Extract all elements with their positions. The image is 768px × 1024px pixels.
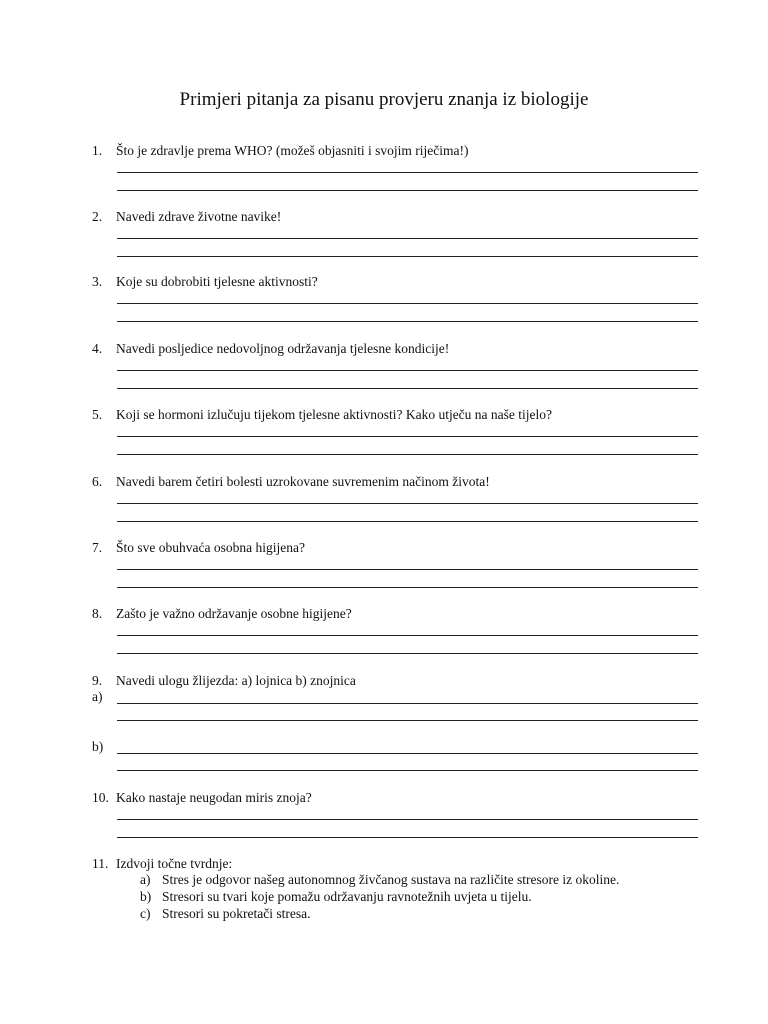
option-text: Stres je odgovor našeg autonomnog živčanog sustava na različite stresore iz okoline. — [162, 872, 620, 887]
question-number: 10. — [92, 790, 109, 805]
question-11 — [92, 856, 232, 872]
question-number: 6. — [92, 474, 103, 489]
question-text: Navedi ulogu žlijezda: a) lojnica b) znojnica — [116, 673, 356, 688]
option-text: Stresori su tvari koje pomažu održavanju ravnotežnih uvjeta u tijelu. — [162, 889, 532, 904]
question-text: Koje su dobrobiti tjelesne aktivnosti? — [116, 274, 318, 289]
question-2 — [92, 209, 281, 225]
question-number: 11. — [92, 856, 109, 871]
answer-line[interactable] — [117, 321, 698, 322]
answer-line-b[interactable] — [117, 753, 698, 754]
option-letter: c) — [140, 906, 151, 921]
answer-line[interactable] — [117, 569, 698, 570]
answer-line[interactable] — [117, 172, 698, 173]
question-7 — [92, 540, 305, 556]
answer-line[interactable] — [117, 370, 698, 371]
option-letter: a) — [140, 872, 151, 887]
question-text: Koji se hormoni izlučuju tijekom tjelesne aktivnosti? Kako utječu na naše tijelo? — [116, 407, 553, 422]
question-number: 9. — [92, 673, 103, 688]
question-text: Što sve obuhvaća osobna higijena? — [116, 540, 305, 555]
question-5 — [92, 407, 552, 423]
question-text: Kako nastaje neugodan miris znoja? — [116, 790, 312, 805]
answer-line-a[interactable] — [117, 703, 698, 704]
question-text: Što je zdravlje prema WHO? (možeš objasniti i svojim riječima!) — [116, 143, 469, 158]
answer-line[interactable] — [117, 454, 698, 455]
answer-line[interactable] — [117, 503, 698, 504]
question-9 — [92, 673, 356, 689]
question-3 — [92, 274, 318, 290]
question-6 — [92, 474, 490, 490]
question-text: Navedi barem četiri bolesti uzrokovane suvremenim načinom života! — [116, 474, 490, 489]
question-number: 2. — [92, 209, 103, 224]
option-a[interactable] — [140, 872, 619, 888]
question-text: Zašto je važno održavanje osobne higijene? — [116, 606, 352, 621]
answer-line[interactable] — [117, 819, 698, 820]
answer-line[interactable] — [117, 837, 698, 838]
answer-line[interactable] — [117, 653, 698, 654]
answer-line[interactable] — [117, 635, 698, 636]
option-c[interactable] — [140, 906, 310, 922]
answer-line[interactable] — [117, 521, 698, 522]
page-title: Primjeri pitanja za pisanu provjeru znanja iz biologije — [179, 89, 589, 110]
subpart-a-label: a) — [92, 689, 103, 704]
answer-line[interactable] — [117, 256, 698, 257]
option-text: Stresori su pokretači stresa. — [162, 906, 311, 921]
answer-line[interactable] — [117, 436, 698, 437]
question-text: Navedi zdrave životne navike! — [116, 209, 282, 224]
question-number: 8. — [92, 606, 103, 621]
answer-line-b[interactable] — [117, 770, 698, 771]
option-b[interactable] — [140, 889, 532, 905]
answer-line[interactable] — [117, 587, 698, 588]
question-1 — [92, 143, 469, 159]
question-4 — [92, 341, 449, 357]
question-number: 5. — [92, 407, 103, 422]
question-number: 3. — [92, 274, 103, 289]
question-number: 1. — [92, 143, 103, 158]
subpart-b-label: b) — [92, 739, 104, 754]
question-text: Izdvoji točne tvrdnje: — [116, 856, 233, 871]
answer-line[interactable] — [117, 238, 698, 239]
question-10 — [92, 790, 312, 806]
question-number: 7. — [92, 540, 103, 555]
answer-line[interactable] — [117, 388, 698, 389]
option-letter: b) — [140, 889, 152, 904]
question-8 — [92, 606, 352, 622]
question-number: 4. — [92, 341, 103, 356]
answer-line[interactable] — [117, 303, 698, 304]
answer-line[interactable] — [117, 190, 698, 191]
question-text: Navedi posljedice nedovoljnog održavanja tjelesne kondicije! — [116, 341, 450, 356]
answer-line-a[interactable] — [117, 720, 698, 721]
